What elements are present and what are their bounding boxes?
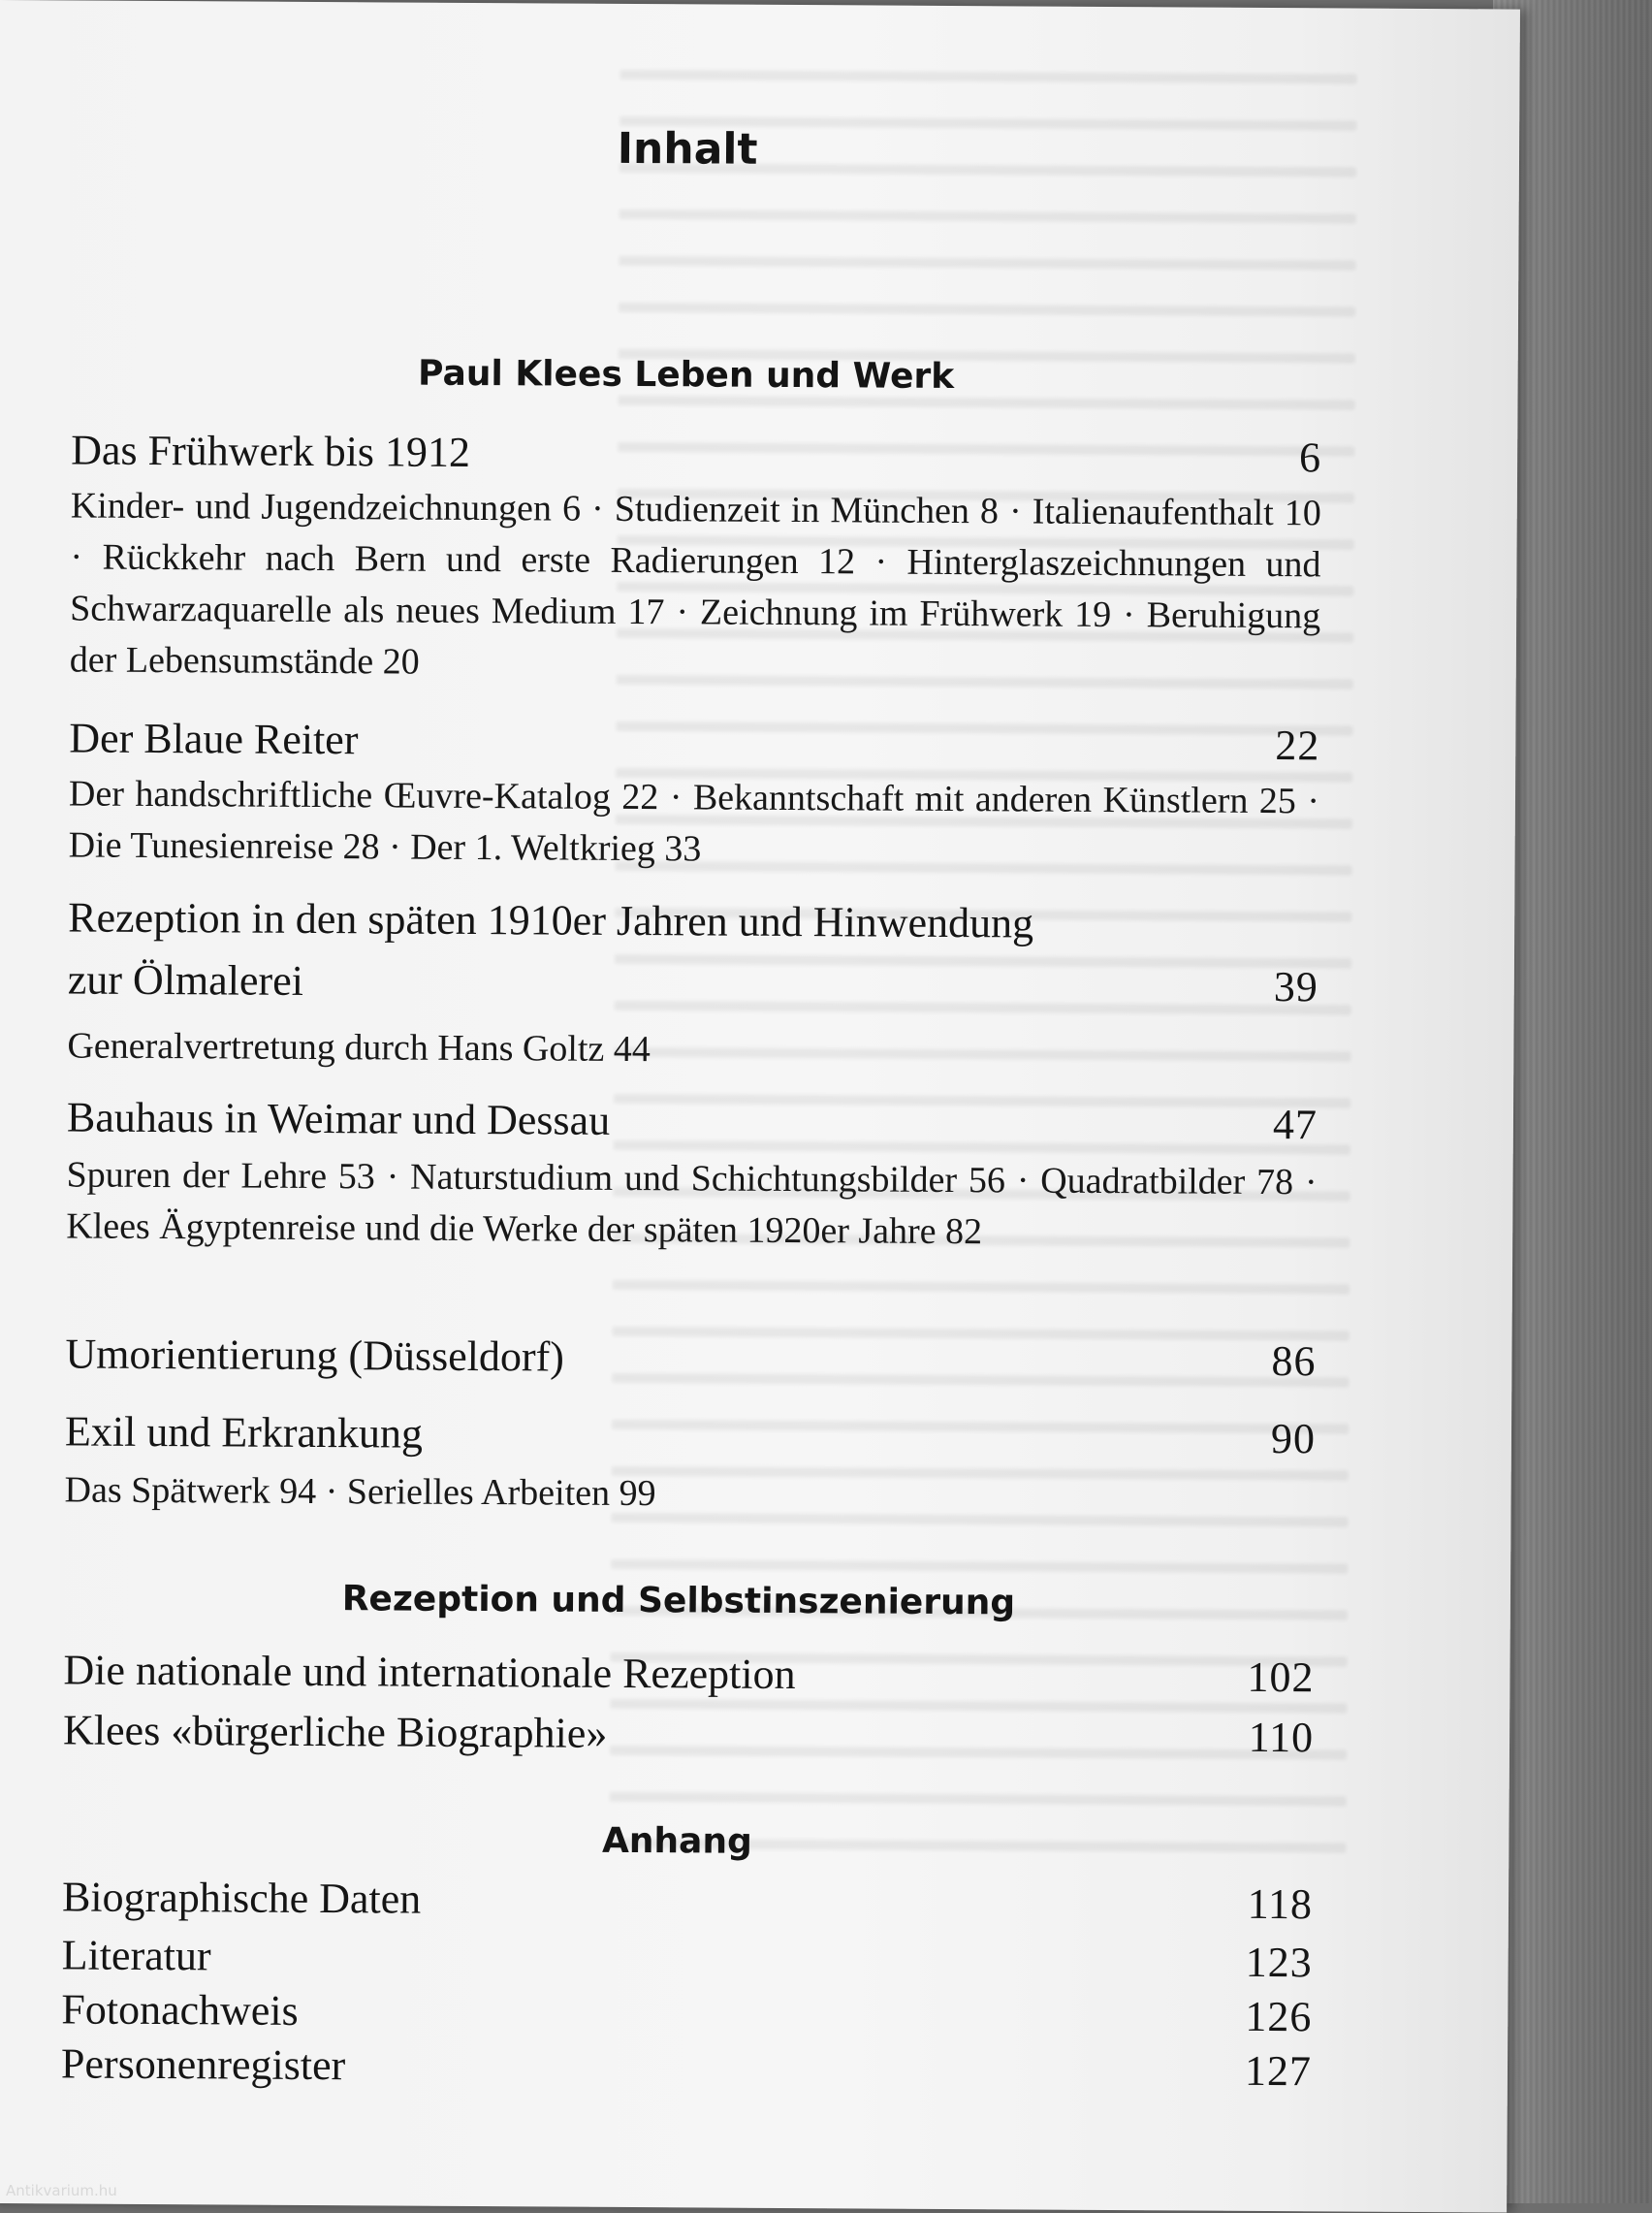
toc-entry-biographische-daten[interactable] xyxy=(62,1872,1313,1929)
entry-page-number: 102 xyxy=(1247,1652,1315,1702)
section-heading-anhang: Anhang xyxy=(601,1820,752,1862)
toc-entry-buergerliche-biographie[interactable] xyxy=(63,1705,1314,1762)
entry-page-number: 126 xyxy=(1245,1992,1313,2041)
entry-label: Fotonachweis xyxy=(61,1985,299,2035)
entry-label: Umorientierung (Düsseldorf) xyxy=(65,1330,565,1381)
toc-entry-fotonachweis[interactable] xyxy=(61,1984,1312,2041)
entry-label: Klees «bürgerliche Biographie» xyxy=(62,1706,608,1757)
entry-page-number: 6 xyxy=(1298,433,1322,482)
entry-subtopics: Kinder- und Jugendzeichnungen 6 · Studienzeit in München 8 · Italienaufenthalt 10 · Rückkehr nach Bern und erste Radierungen 12 · Hinterglaszeichnungen und Schwarzaquarelle als neues Medium 17 · Zeichnung im Frühwerk 19 · Beruhigung der Lebensumstände 20 xyxy=(69,485,1321,683)
entry-label-line-1: Rezeption in den späten 1910er Jahren und Hinwendung xyxy=(68,893,1034,947)
entry-page-number: 47 xyxy=(1272,1101,1318,1149)
entry-page-number: 118 xyxy=(1247,1879,1314,1929)
toc-entry-personenregister[interactable] xyxy=(61,2038,1312,2096)
entry-subtopics: Der handschriftliche Œuvre-Katalog 22 · Bekanntschaft mit anderen Künstlern 25 · Die Tunesienreise 28 · Der 1. Weltkrieg 33 xyxy=(68,773,1320,870)
entry-label: Die nationale und internationale Rezeption xyxy=(63,1646,796,1699)
entry-label: Biographische Daten xyxy=(61,1873,422,1923)
entry-page-number: 127 xyxy=(1244,2046,1313,2096)
entry-page-number: 86 xyxy=(1271,1337,1317,1386)
toc-entry-rezeption-1910er[interactable] xyxy=(68,892,1318,949)
entry-page-number: 22 xyxy=(1275,722,1320,770)
toc-entry-umorientierung[interactable] xyxy=(65,1329,1316,1386)
entry-label: Personenregister xyxy=(60,2039,346,2090)
entry-page-number: 39 xyxy=(1273,963,1318,1011)
section-heading-leben-und-werk: Paul Klees Leben und Werk xyxy=(417,353,955,398)
entry-page-number: 123 xyxy=(1245,1938,1313,1987)
entry-label: Das Frühwerk bis 1912 xyxy=(71,426,471,476)
toc-entry-internationale-rezeption[interactable] xyxy=(63,1645,1314,1702)
entry-subtopics: Das Spätwerk 94 · Serielles Arbeiten 99 xyxy=(64,1469,656,1515)
entry-label: Exil und Erkrankung xyxy=(64,1407,424,1458)
section-heading-rezeption: Rezeption und Selbstinszenierung xyxy=(341,1579,1016,1623)
toc-entry-bauhaus[interactable] xyxy=(67,1092,1318,1149)
toc-entry-exil[interactable] xyxy=(65,1406,1316,1463)
entry-label: Der Blaue Reiter xyxy=(69,714,359,764)
entry-subtopics: Generalvertretung durch Hans Goltz 44 xyxy=(67,1025,651,1071)
entry-label-line-2: zur Ölmalerei xyxy=(67,955,304,1005)
watermark: Antikvarium.hu xyxy=(6,2182,117,2199)
page-title: Inhalt xyxy=(617,123,758,175)
toc-entry-blaue-reiter[interactable] xyxy=(69,713,1319,770)
entry-label: Literatur xyxy=(61,1931,211,1980)
toc-entry-fruehwerk[interactable] xyxy=(71,425,1321,482)
entry-label: Bauhaus in Weimar und Dessau xyxy=(66,1093,611,1144)
entry-page-number: 110 xyxy=(1248,1713,1315,1762)
toc-entry-literatur[interactable] xyxy=(62,1930,1313,1987)
entry-page-number: 90 xyxy=(1270,1415,1317,1463)
entry-subtopics: Spuren der Lehre 53 · Naturstudium und Schichtungsbilder 56 · Quadratbilder 78 · Klees Ägyptenreise und die Werke der späten 1920er Jahre 82 xyxy=(66,1154,1318,1253)
toc-entry-rezeption-1910er-cont[interactable] xyxy=(68,954,1318,1011)
